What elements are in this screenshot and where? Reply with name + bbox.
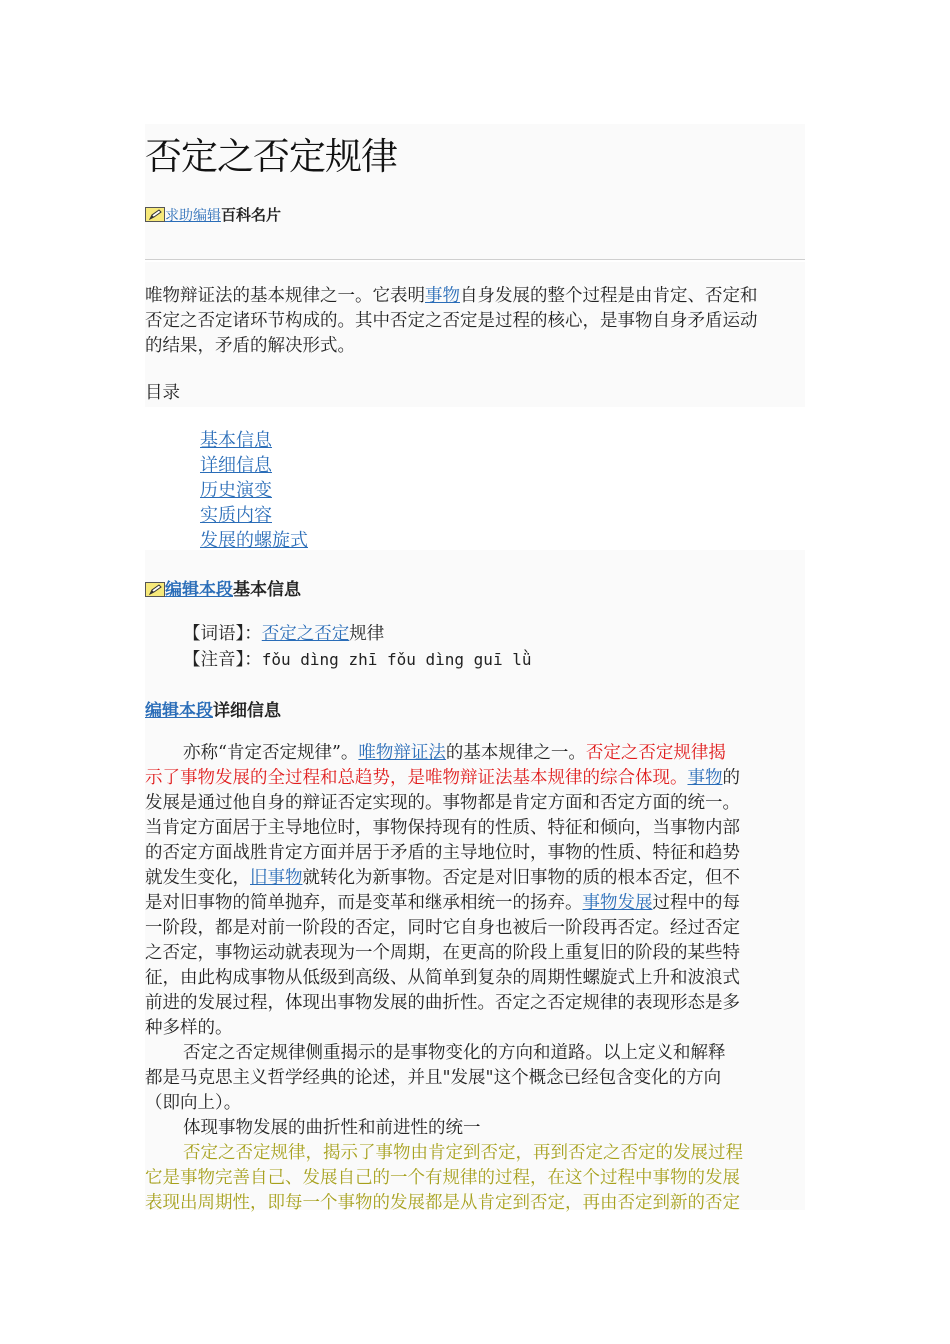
edit-pencil-icon [145,207,165,222]
para-line: 发展是通过他自身的辩证否定实现的。事物都是肯定方面和否定方面的统一。 [145,793,740,813]
para-line: 种多样的。 [145,1018,233,1038]
edit-section-link[interactable]: 编辑本段 [145,701,213,721]
section-heading: 基本信息 [233,580,301,600]
link-development[interactable]: 事物发展 [582,893,653,913]
para-line: 当肯定方面居于主导地位时，事物保持现有的性质、特征和倾向，当事物内部 [145,818,740,838]
link-shiwu[interactable]: 事物 [425,286,460,306]
toc-item-detail[interactable]: 详细信息 [200,455,272,476]
para-line: 都是马克思主义哲学经典的论述，并且"发展"这个概念已经包含变化的方向 [145,1068,722,1088]
toc-item-spiral[interactable]: 发展的螺旋式 [200,530,308,551]
card-row [145,204,281,225]
intro-line-3: 的结果，矛盾的解决形式。 [145,336,355,356]
link-shiwu-2[interactable]: 事物 [687,768,723,788]
highlight-line: 否定之否定规律，揭示了事物由肯定到否定，再到否定之否定的发展过程 [183,1143,743,1163]
highlight-line: 表现出周期性，即每一个事物的发展都是从肯定到否定，再由否定到新的否定 [145,1193,740,1213]
link-dialectics[interactable]: 唯物辩证法 [358,743,446,763]
link-term[interactable]: 否定之否定 [261,624,350,644]
section-heading: 详细信息 [213,701,281,721]
para-line: 就发生变化，旧事物就转化为新事物。否定是对旧事物的质的根本否定，但不 [145,868,740,888]
section1-header [145,575,301,600]
term-row: 【词语】：否定之否定规律 [183,624,385,644]
intro-line-1: 唯物辩证法的基本规律之一。它表明事物自身发展的整个过程是由肯定、否定和 [145,286,758,306]
link-old-thing[interactable]: 旧事物 [250,868,303,888]
para-line: 前进的发展过程，体现出事物发展的曲折性。否定之否定规律的表现形态是多 [145,993,740,1013]
toc-heading: 目录 [145,383,180,403]
para-line: 亦称“肯定否定规律”。唯物辩证法的基本规律之一。否定之否定规律揭 [183,743,726,763]
highlight-line: 它是事物完善自己、发展自己的一个有规律的过程，在这个过程中事物的发展 [145,1168,740,1188]
para-line: 示了事物发展的全过程和总趋势，是唯物辩证法基本规律的综合体现。事物的 [145,768,740,788]
para-line: 体现事物发展的曲折性和前进性的统一 [183,1118,481,1138]
para-line: 一阶段，都是对前一阶段的否定，同时它自身也被后一阶段再否定。经过否定 [145,918,740,938]
toc-list [200,428,308,553]
para-line: 是对旧事物的简单抛弃，而是变革和继承相统一的扬弃。事物发展过程中的每 [145,893,740,913]
toc-item-basic[interactable]: 基本信息 [200,430,272,451]
toc-item-essence[interactable]: 实质内容 [200,505,272,526]
edit-pencil-icon [145,582,165,597]
para-line: 的否定方面战胜肯定方面并居于矛盾的主导地位时，事物的性质、特征和趋势 [145,843,740,863]
intro-line-2: 否定之否定诸环节构成的。其中否定之否定是过程的核心，是事物自身矛盾运动 [145,311,758,331]
para-line: 否定之否定规律侧重揭示的是事物变化的方向和道路。以上定义和解释 [183,1043,726,1063]
para-line: （即向上）。 [145,1093,242,1113]
section2-header [145,696,281,721]
toc-item-history[interactable]: 历史演变 [200,480,272,501]
para-line: 征，由此构成事物从低级到高级、从简单到复杂的周期性螺旋式上升和波浪式 [145,968,740,988]
card-label: 百科名片 [221,206,282,224]
divider [145,259,805,260]
page-title: 否定之否定规律 [145,135,397,178]
help-edit-link[interactable]: 求助编辑 [165,208,221,224]
pinyin-row: 【注音】：fǒu dìng zhī fǒu dìng guī lǜ [183,650,532,670]
edit-section-link[interactable]: 编辑本段 [165,580,233,600]
para-line: 之否定，事物运动就表现为一个周期，在更高的阶段上重复旧的阶段的某些特 [145,943,740,963]
